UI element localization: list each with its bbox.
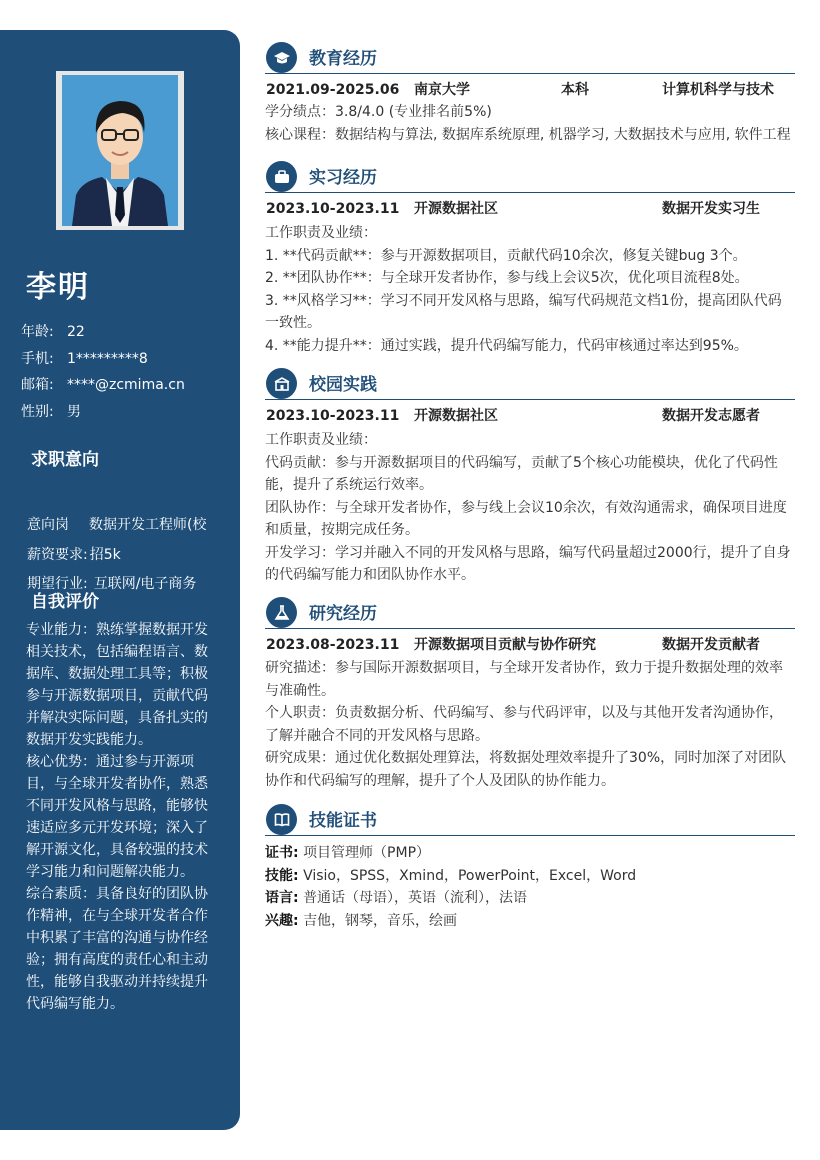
info-label: 邮箱: [21, 377, 54, 393]
profile-photo [62, 75, 178, 226]
info-value: 男 [67, 403, 81, 420]
section-title: 教育经历 [309, 49, 377, 69]
education-header-row [265, 79, 795, 101]
info-label: 年龄: [21, 324, 54, 340]
section-title: 校园实践 [309, 375, 377, 395]
info-age [21, 319, 231, 346]
intent-label: 意向岗 [27, 517, 69, 533]
section-header [265, 159, 795, 193]
self-eval-paragraph: 核心优势：通过参与开源项目，与全球开发者协作，熟悉不同开发风格与思路，能够快速适应多元开发环境；深入了解开源文化，具备较强的技术学习能力和问题解决能力。 [26, 754, 208, 880]
skill-value: 项目管理师（PMP） [303, 845, 431, 861]
skill-row [265, 887, 795, 910]
internship-line: 1. **代码贡献**：参与开源数据项目，贡献代码10余次，修复关键bug 3个。 [265, 247, 747, 264]
skill-row [265, 865, 795, 888]
intent-value: 招5k [89, 546, 121, 563]
education-gpa: 学分绩点：3.8/4.0 (专业排名前5%) [265, 104, 492, 120]
self-eval-paragraph: 专业能力：熟练掌握数据开发相关技术，包括编程语言、数据库、数据处理工具等；积极参与开源数据项目，贡献代码并解决实际问题，具备扎实的数据开发实践能力。 [26, 622, 208, 748]
research-role: 数据开发贡献者 [662, 637, 760, 653]
campus-line: 开发学习：学习并融入不同的开发风格与思路，编写代码量超过2000行，提升了自身的代码编写能力和团队协作水平。 [265, 544, 791, 583]
section-header [265, 802, 795, 836]
education-period: 2021.09-2025.06 [266, 82, 400, 98]
campus-intro: 工作职责及业绩： [265, 432, 377, 448]
section-header [265, 40, 795, 74]
internship-header-row [265, 198, 795, 220]
info-phone [21, 346, 231, 373]
internship-period: 2023.10-2023.11 [266, 201, 400, 217]
self-eval-paragraph: 综合素质：具备良好的团队协作精神，在与全球开发者合作中积累了丰富的沟通与协作经验；拥有高度的责任心和主动性，能够自我驱动并持续提升代码编写能力。 [26, 886, 208, 1012]
skill-row [265, 842, 795, 865]
campus-role: 数据开发志愿者 [662, 408, 760, 424]
research-line: 研究描述：参与国际开源数据项目，与全球开发者协作，致力于提升数据处理的效率与准确性。 [265, 660, 783, 699]
internship-section [265, 159, 795, 357]
education-school: 南京大学 [414, 82, 470, 98]
skill-label: 兴趣: [265, 912, 299, 929]
education-section [265, 40, 795, 146]
skills-section [265, 802, 795, 932]
skill-label: 证书: [265, 845, 299, 861]
campus-header-row [265, 405, 795, 427]
section-header [265, 366, 795, 400]
candidate-name: 李明 [26, 270, 90, 305]
internship-org: 开源数据社区 [414, 201, 498, 217]
skill-row [265, 910, 795, 933]
campus-line: 代码贡献：参与开源数据项目的代码编写，贡献了5个核心功能模块，优化了代码性能，提升了系统运行效率。 [265, 454, 778, 493]
research-period: 2023.08-2023.11 [266, 637, 400, 653]
section-title: 研究经历 [309, 604, 377, 624]
campus-line: 团队协作：与全球开发者协作，参与线上会议10余次，有效沟通需求，确保项目进度和质量，按期完成任务。 [265, 499, 787, 538]
profile-photo-frame [56, 71, 184, 230]
basic-info [21, 319, 231, 425]
skills-list [265, 842, 795, 932]
intent-label: 期望行业: [27, 576, 88, 592]
internship-line: 3. **风格学习**：学习不同开发风格与思路，编写代码规范文档1份，提高团队代码一致性。 [265, 292, 782, 331]
info-value: 22 [67, 324, 85, 340]
skill-value: Visio，SPSS，Xmind，PowerPoint，Excel，Word [303, 867, 637, 884]
intent-value: 数据开发工程师(校 [89, 517, 207, 533]
section-title: 技能证书 [309, 811, 377, 831]
skill-label: 技能: [265, 867, 299, 884]
skill-label: 语言: [265, 890, 299, 906]
internship-intro: 工作职责及业绩： [265, 225, 377, 241]
briefcase-icon [266, 161, 297, 192]
book-icon [266, 804, 297, 835]
skill-value: 普通话（母语），英语（流利），法语 [303, 890, 528, 906]
sidebar [0, 30, 240, 1130]
info-value: 1*********8 [67, 350, 148, 367]
internship-line: 2. **团队协作**：与全球开发者协作，参与线上会议5次，优化项目流程8处。 [265, 270, 749, 286]
flask-icon [266, 597, 297, 628]
building-icon [266, 368, 297, 399]
education-degree: 本科 [561, 82, 589, 98]
info-value: ****@zcmima.cn [67, 377, 185, 393]
internship-line: 4. **能力提升**：通过实践，提升代码编写能力，代码审核通过率达到95%。 [265, 337, 748, 354]
skill-value: 吉他，钢琴，音乐，绘画 [303, 912, 458, 929]
section-title: 实习经历 [309, 168, 377, 188]
intent-position [27, 511, 237, 541]
intent-label: 薪资要求: [27, 546, 88, 563]
intent-title: 求职意向 [31, 450, 99, 470]
self-evaluation [26, 619, 218, 1015]
education-major: 计算机科学与技术 [662, 82, 774, 98]
info-gender [21, 399, 231, 426]
graduation-cap-icon [266, 42, 297, 73]
internship-role: 数据开发实习生 [662, 201, 760, 217]
info-label: 性别: [21, 403, 54, 420]
education-courses: 核心课程：数据结构与算法, 数据库系统原理, 机器学习, 大数据技术与应用, 软件工程 [265, 126, 791, 143]
self-eval-title: 自我评价 [31, 592, 99, 612]
info-email [21, 372, 231, 399]
research-line: 研究成果：通过优化数据处理算法，将数据处理效率提升了30%，同时加深了对团队协作和代码编写的理解，提升了个人及团队的协作能力。 [265, 750, 787, 789]
research-section [265, 595, 795, 792]
campus-section [265, 366, 795, 587]
intent-value: 互联网/电子商务 [93, 576, 197, 592]
campus-period: 2023.10-2023.11 [266, 408, 400, 424]
research-project: 开源数据项目贡献与协作研究 [414, 637, 596, 653]
info-label: 手机: [21, 350, 54, 367]
campus-org: 开源数据社区 [414, 408, 498, 424]
research-line: 个人职责：负责数据分析、代码编写、参与代码评审，以及与其他开发者沟通协作，了解并融合不同的开发风格与思路。 [265, 705, 783, 744]
research-header-row [265, 634, 795, 656]
intent-salary [27, 541, 237, 571]
section-header [265, 595, 795, 629]
